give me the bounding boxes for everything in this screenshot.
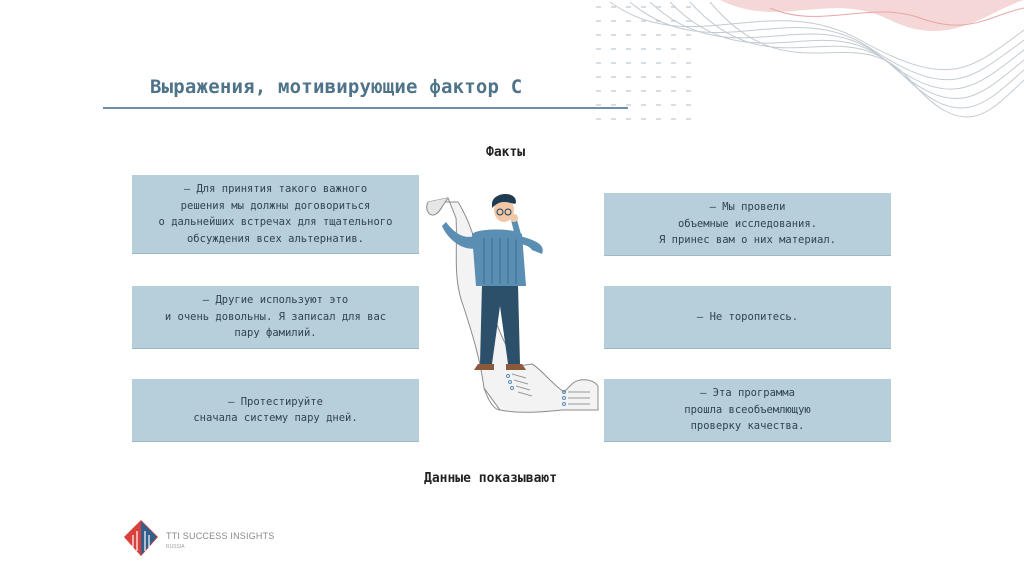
quote-box-left-3 [132, 379, 419, 442]
quote-line: Я принес вам о них материал. [658, 234, 836, 247]
quote-line: сначала систему пару дней. [193, 412, 358, 424]
quote-line: решения мы должны договориться [180, 199, 371, 212]
data-heading: Данные показывают [424, 471, 558, 486]
quote-box-right-1 [604, 193, 891, 256]
man-reading-document-illustration [422, 188, 604, 420]
quote-line: — Протестируйте [228, 395, 323, 408]
decorative-waves [570, 0, 1024, 130]
quote-box-right-3 [604, 379, 891, 442]
quote-line: — Не торопитесь. [696, 310, 799, 323]
logo-text: TTI SUCCESS INSIGHTS [166, 531, 275, 541]
quote-line: объемные исследования. [677, 217, 818, 230]
logo-subtext: RUSSIA [166, 544, 185, 550]
title-underline [103, 107, 628, 109]
page-title: Выражения, мотивирующие фактор С [150, 76, 523, 98]
quote-box-left-2 [132, 286, 419, 349]
quote-line: — Другие используют это [202, 294, 349, 307]
quote-line: проверку качества. [690, 420, 805, 433]
quote-line: — Для принятия такого важного [183, 183, 368, 195]
quote-box-right-2 [604, 286, 891, 349]
quote-line: обсуждения всех альтернатив. [186, 232, 364, 245]
quote-line: о дальнейших встречах для тщательного [158, 216, 393, 228]
quote-line: и очень довольны. Я записал для вас [164, 310, 387, 323]
quote-line: пару фамилий. [234, 327, 317, 340]
facts-heading: Факты [486, 145, 526, 160]
quote-line: прошла всеобъемлющую [684, 403, 811, 416]
quote-line: — Мы провели [709, 201, 786, 214]
tti-logo-icon [123, 519, 159, 557]
quote-line: — Эта программа [700, 387, 795, 400]
quote-box-left-1 [132, 175, 419, 254]
